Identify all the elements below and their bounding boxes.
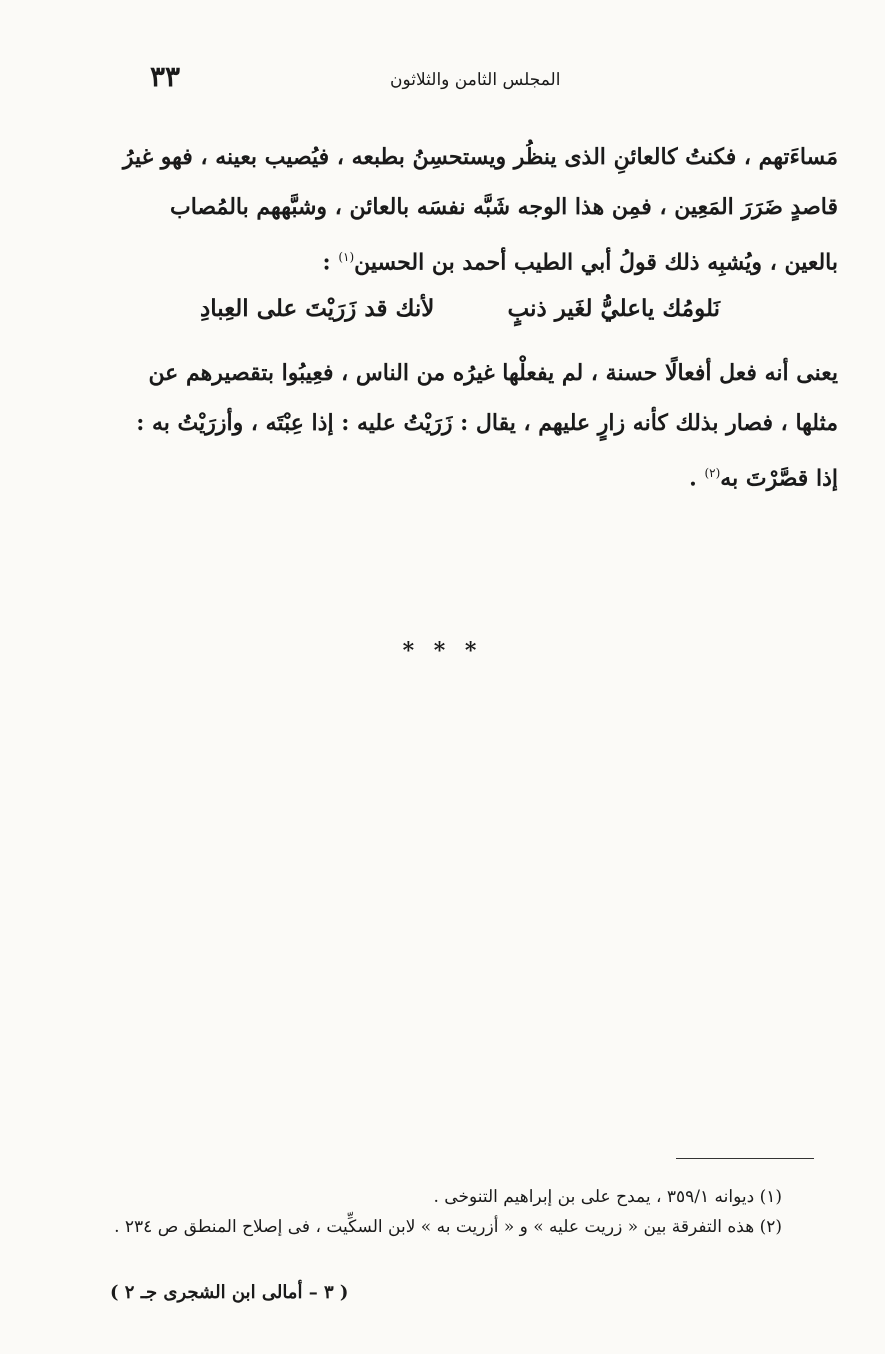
paragraph-1: [118, 132, 838, 287]
first-hemistich: نَلومُك ياعليُّ لغَير ذنبٍ: [507, 295, 720, 322]
line-end-mark: .: [689, 465, 697, 492]
text-line: مثلها ، فصار بذلك كأنه زارٍ عليهم ، يقال : زَرَيْتُ عليه : إذا عِبْتَه ، وأزرَيْتُ به :: [136, 410, 838, 436]
text-line: مَساءَتهم ، فكنتُ كالعائنِ الذى ينظُر ويستحسِنُ بطبعه ، فيُصيب بعينه ، فهو غيرُ: [122, 144, 838, 170]
running-title: المجلس الثامن والثلاثون: [390, 70, 561, 90]
footnotes: [100, 1182, 782, 1242]
footnote-divider: [676, 1158, 814, 1159]
footnote: (٢) هذه التفرقة بين « زريت عليه » و « أزريت به » لابن السكِّيت ، فى إصلاح المنطق ص ٢٣٤ .: [114, 1217, 782, 1237]
text-span: بالعين ، ويُشبِه ذلك قولُ أبي الطيب أحمد بن الحسين: [354, 249, 838, 276]
second-hemistich: لأنك قد زَرَيْتَ على العِبادِ: [200, 295, 435, 322]
line-end-mark: :: [322, 249, 331, 276]
text-span: إذا قصَّرْتَ به: [720, 465, 838, 492]
footnote: (١) ديوانه ٣٥٩/١ ، يمدح على بن إبراهيم التنوخى .: [433, 1187, 782, 1207]
signature-line: ( ٣ – أمالى ابن الشجرى جـ ٢ ): [110, 1282, 349, 1303]
text-line: [118, 232, 838, 287]
footnote-marker: (٢): [704, 466, 721, 480]
text-line: [118, 448, 838, 503]
section-separator: * * *: [402, 638, 483, 664]
paragraph-2: [118, 348, 838, 503]
footnote-marker: (١): [338, 250, 355, 264]
text-line: قاصدٍ ضَرَرَ المَعِين ، فمِن هذا الوجه شَبَّه نفسَه بالعائن ، وشبَّههم بالمُصاب: [170, 194, 838, 220]
page-number: ٣٣: [150, 60, 181, 93]
poetry-verse: [200, 285, 720, 335]
page-header: [140, 58, 810, 98]
text-line: يعنى أنه فعل أفعالًا حسنة ، لم يفعلْها غيرُه من الناس ، فعِيبُوا بتقصيرهم عن: [148, 360, 838, 386]
